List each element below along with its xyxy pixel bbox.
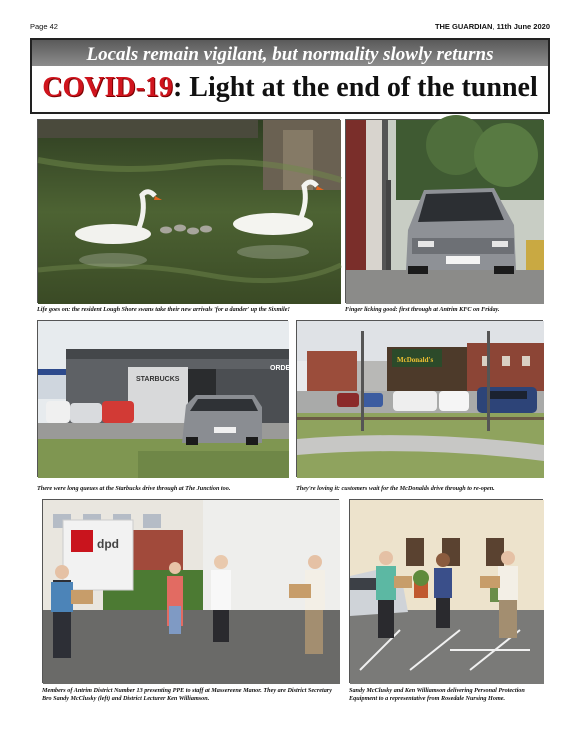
starbucks-sign: STARBUCKS [136, 376, 180, 383]
nursing-illustration [350, 500, 544, 684]
starbucks-illustration [38, 321, 289, 478]
publication-info [435, 22, 550, 31]
page-number: Page 42 [30, 22, 58, 31]
publication-date: 11th June 2020 [496, 22, 550, 31]
photo-kfc [345, 119, 543, 303]
headline-covid: COVID-19 [42, 72, 173, 103]
headline [32, 72, 548, 104]
dpd-logo: dpd [97, 537, 119, 551]
order-sign: ORDE [270, 365, 291, 372]
caption-mcdonalds: They're loving it: customers wait for the McDonalds drive through to re-open. [296, 485, 495, 492]
info-separator: , [492, 22, 495, 31]
mcdonalds-illustration [297, 321, 544, 478]
caption-starbucks: There were long queues at the Starbucks drive through at The Junction too. [37, 485, 231, 492]
photo-ppe-presentation [42, 499, 339, 683]
photo-mcdonalds [296, 320, 543, 477]
publication-name: THE GUARDIAN [434, 22, 493, 31]
photo-nursing-home [349, 499, 543, 683]
caption-swans: Life goes on: the resident Lough Shore swans take their new arrivals 'for a dander' up the Sixmile! [37, 306, 290, 313]
caption-kfc: Finger licking good: first through at Antrim KFC on Friday. [345, 306, 500, 313]
mcdonalds-sign: McDonald's [397, 356, 434, 364]
photo-starbucks [37, 320, 291, 477]
kfc-illustration [346, 120, 544, 304]
caption-ppe: Members of Antrim District Number 13 presenting PPE to staff at Massereene Manor. They are District Secretary Bro Sandy McClusky (left) and District Lecturer Ken Williamson. [42, 687, 332, 702]
photo-swans [37, 119, 340, 303]
headline-banner [30, 38, 550, 114]
ppe-illustration [43, 500, 340, 684]
swans-illustration [38, 120, 341, 304]
headline-rest: : Light at the end of the tunnel [172, 72, 538, 103]
subheadline: Locals remain vigilant, but normality slowly returns [86, 44, 494, 65]
caption-nursing-home: Sandy McClusky and Ken Williamson delivering Personal Protection Equipment to a representative from Rosedale Nursing Home. [349, 687, 525, 702]
